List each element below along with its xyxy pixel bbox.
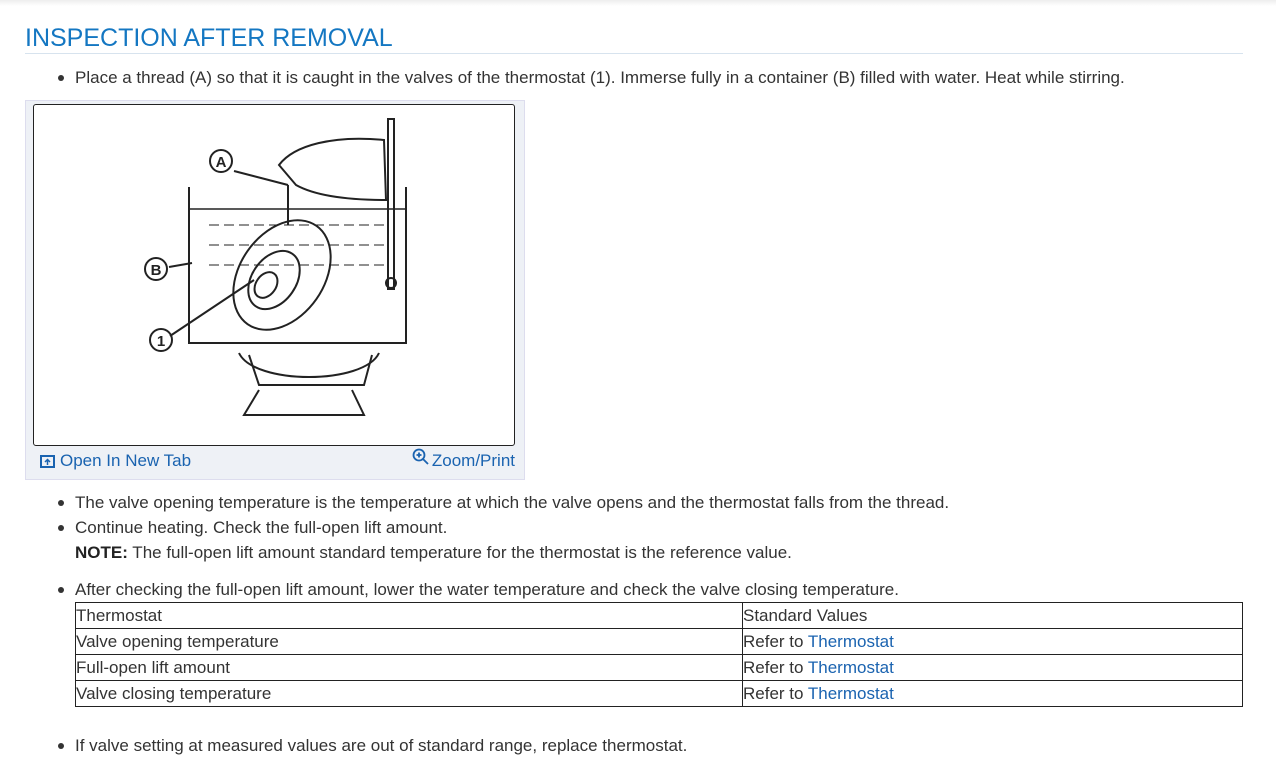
standard-values-table bbox=[75, 602, 1243, 707]
item-cell: Valve opening temperature bbox=[76, 629, 743, 655]
open-new-tab-link[interactable] bbox=[40, 451, 191, 471]
zoom-print-link[interactable] bbox=[412, 451, 515, 471]
table-row bbox=[76, 655, 1243, 681]
label-1: 1 bbox=[156, 333, 166, 350]
note-label: NOTE: bbox=[75, 543, 128, 562]
label-b: B bbox=[150, 262, 162, 279]
section-title: INSPECTION AFTER REMOVAL bbox=[25, 24, 1243, 54]
refer-text: Refer to bbox=[743, 631, 808, 651]
step-list-2 bbox=[58, 490, 949, 565]
item-cell: Full-open lift amount bbox=[76, 655, 743, 681]
note-text: The full-open lift amount standard temperature for the thermostat is the reference value. bbox=[127, 543, 792, 562]
value-cell bbox=[743, 655, 1243, 681]
refer-text: Refer to bbox=[743, 657, 808, 677]
item-cell: Valve closing temperature bbox=[76, 681, 743, 707]
thermostat-illustration[interactable] bbox=[33, 104, 515, 446]
zoom-in-icon bbox=[412, 448, 430, 466]
label-a: A bbox=[215, 154, 227, 171]
open-new-tab-label: Open In New Tab bbox=[60, 451, 192, 470]
step: Place a thread (A) so that it is caught in the valves of the thermostat (1). Immerse fully in a container (B) filled with water. Heat while stirring. bbox=[58, 65, 1125, 90]
step: The valve opening temperature is the temperature at which the valve opens and the thermostat falls from the thread. bbox=[58, 490, 949, 515]
step-list-3 bbox=[58, 577, 899, 602]
thermostat-link[interactable]: Thermostat bbox=[807, 657, 894, 677]
header-cell: Standard Values bbox=[743, 603, 1243, 629]
header-cell: Thermostat bbox=[76, 603, 743, 629]
note bbox=[58, 540, 949, 565]
step-list-1 bbox=[58, 65, 1125, 90]
table-row bbox=[76, 629, 1243, 655]
thermostat-link[interactable]: Thermostat bbox=[807, 683, 894, 703]
top-shadow bbox=[0, 0, 1276, 6]
zoom-print-label: Zoom/Print bbox=[431, 451, 515, 470]
step: Continue heating. Check the full-open lift amount. bbox=[58, 515, 949, 540]
table-header bbox=[76, 603, 1243, 629]
step-list-4 bbox=[58, 733, 687, 758]
value-cell bbox=[743, 681, 1243, 707]
refer-text: Refer to bbox=[743, 683, 808, 703]
step: After checking the full-open lift amount, lower the water temperature and check the valve closing temperature. bbox=[58, 577, 899, 602]
open-new-tab-icon bbox=[40, 455, 55, 468]
step: If valve setting at measured values are out of standard range, replace thermostat. bbox=[58, 733, 687, 758]
figure-container bbox=[25, 100, 525, 480]
value-cell bbox=[743, 629, 1243, 655]
table-row bbox=[76, 681, 1243, 707]
thermostat-link[interactable]: Thermostat bbox=[807, 631, 894, 651]
